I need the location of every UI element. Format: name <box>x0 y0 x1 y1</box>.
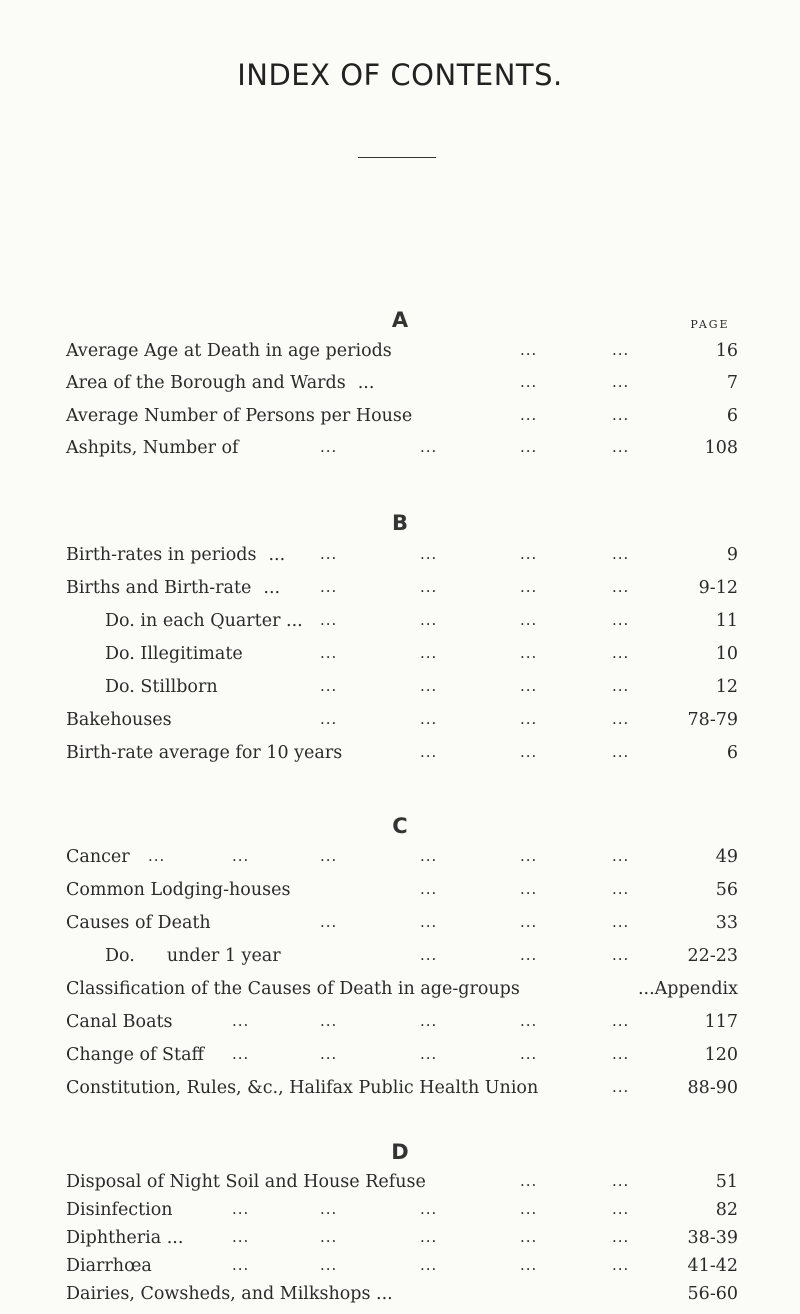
entry-label: Causes of Death <box>66 913 211 933</box>
leader-dots: ... <box>612 1172 630 1190</box>
entry-label: Constitution, Rules, &c., Halifax Public Health Union <box>66 1078 539 1098</box>
index-entry <box>0 913 800 943</box>
leader-dots: ... <box>612 1078 630 1096</box>
leader-dots: ... <box>612 743 630 761</box>
leader-dots: ... <box>520 1228 538 1246</box>
leader-dots: ... <box>357 373 375 393</box>
entry-label: Bakehouses <box>66 710 172 730</box>
index-entry <box>0 847 800 877</box>
leader-dots: ... <box>320 677 338 695</box>
entry-page: 38-39 <box>687 1228 738 1248</box>
index-entry <box>0 677 800 707</box>
leader-dots: ... <box>320 545 338 563</box>
index-entry <box>0 373 800 403</box>
index-entry <box>0 979 800 1009</box>
leader-dots: ... <box>320 438 338 456</box>
entry-label: Average Number of Persons per House <box>66 406 413 426</box>
leader-dots: ... <box>420 611 438 629</box>
entry-page: 9 <box>726 545 738 565</box>
leader-dots: ... <box>612 438 630 456</box>
leader-dots: ... <box>520 710 538 728</box>
entry-page: 9-12 <box>698 578 738 598</box>
entry-label: Do. Illegitimate <box>105 644 243 664</box>
leader-dots: ... <box>320 1228 338 1246</box>
entry-page: 22-23 <box>687 946 738 966</box>
leader-dots: ... <box>420 677 438 695</box>
leader-dots: ... <box>520 743 538 761</box>
leader-dots: ... <box>612 946 630 964</box>
leader-dots: ... <box>232 847 250 865</box>
leader-dots: ... <box>612 880 630 898</box>
entry-label: Canal Boats <box>66 1012 173 1032</box>
index-entry <box>0 545 800 575</box>
entry-page: 49 <box>715 847 738 867</box>
leader-dots: ... <box>420 913 438 931</box>
leader-dots: ... <box>420 1256 438 1274</box>
entry-label: Disinfection <box>66 1200 173 1220</box>
entry-page: 6 <box>726 743 738 763</box>
index-entry <box>0 710 800 740</box>
index-entry <box>0 1256 800 1286</box>
entry-label: Dairies, Cowsheds, and Milkshops ... <box>66 1284 393 1304</box>
leader-dots: ... <box>232 1200 250 1218</box>
leader-dots: ... <box>612 1012 630 1030</box>
entry-label: Do. Stillborn <box>105 677 218 697</box>
entry-label: Change of Staff <box>66 1045 204 1065</box>
leader-dots: ... <box>612 341 630 359</box>
page-column-header: PAGE <box>690 318 730 331</box>
entry-label: Birth-rates in periods ... <box>66 545 286 565</box>
leader-dots: ... <box>420 438 438 456</box>
title-divider <box>358 157 436 158</box>
leader-dots: ... <box>320 710 338 728</box>
entry-label: Average Age at Death in age periods <box>66 341 392 361</box>
leader-dots: ... <box>320 1045 338 1063</box>
leader-dots: ... <box>612 373 630 391</box>
leader-dots: ... <box>263 578 281 598</box>
leader-dots: ... <box>520 545 538 563</box>
leader-dots: ... <box>232 1228 250 1246</box>
leader-dots: ... <box>320 1012 338 1030</box>
entry-label: Ashpits, Number of <box>66 438 239 458</box>
index-entry <box>0 1200 800 1230</box>
entry-page: 6 <box>726 406 738 426</box>
entry-label: Common Lodging-houses <box>66 880 291 900</box>
index-entry-hidden <box>0 1284 800 1314</box>
leader-dots: ... <box>320 847 338 865</box>
index-entry <box>0 406 800 436</box>
entry-page: 7 <box>726 373 738 393</box>
leader-dots: ... <box>612 406 630 424</box>
leader-dots: ... <box>420 1200 438 1218</box>
leader-dots: ... <box>520 341 538 359</box>
entry-label: Do. under 1 year <box>105 946 281 966</box>
leader-dots: ... <box>420 578 438 596</box>
leader-dots: ... <box>520 1200 538 1218</box>
leader-dots: ... <box>320 644 338 662</box>
index-entry <box>0 438 800 468</box>
entry-page: 88-90 <box>687 1078 738 1098</box>
entry-page: 117 <box>704 1012 738 1032</box>
leader-dots: ... <box>520 578 538 596</box>
leader-dots: ... <box>420 644 438 662</box>
section-letter-b: B <box>391 511 408 535</box>
index-entry <box>0 578 800 608</box>
leader-dots: ... <box>232 1012 250 1030</box>
leader-dots: ... <box>520 847 538 865</box>
index-entry <box>0 341 800 371</box>
entry-page: 120 <box>704 1045 738 1065</box>
entry-label: Births and Birth-rate ... <box>66 578 281 598</box>
leader-dots: ... <box>520 1172 538 1190</box>
entry-page: 56 <box>715 880 738 900</box>
leader-dots: ... <box>420 847 438 865</box>
leader-dots: ... <box>420 743 438 761</box>
leader-dots: ... <box>420 1045 438 1063</box>
leader-dots: ... <box>612 611 630 629</box>
leader-dots: ... <box>420 880 438 898</box>
entry-label: Classification of the Causes of Death in age-groups <box>66 979 520 999</box>
index-entry <box>0 1228 800 1258</box>
leader-dots: ... <box>420 1228 438 1246</box>
entry-label: Do. in each Quarter ... <box>105 611 303 631</box>
leader-dots: ... <box>320 1256 338 1274</box>
leader-dots: ... <box>612 1256 630 1274</box>
leader-dots: ... <box>612 913 630 931</box>
index-entry <box>0 880 800 910</box>
leader-dots: ... <box>520 438 538 456</box>
entry-page: 82 <box>715 1200 738 1220</box>
entry-page: 78-79 <box>687 710 738 730</box>
leader-dots: ... <box>520 1045 538 1063</box>
leader-dots: ... <box>268 545 286 565</box>
index-entry <box>0 743 800 773</box>
leader-dots: ... <box>148 847 166 865</box>
leader-dots: ... <box>320 913 338 931</box>
leader-dots: ... <box>520 880 538 898</box>
leader-dots: ... <box>612 1200 630 1218</box>
index-entry <box>0 946 800 976</box>
entry-page: 11 <box>715 611 738 631</box>
index-entry <box>0 1172 800 1202</box>
leader-dots: ... <box>420 710 438 728</box>
leader-dots: ... <box>612 578 630 596</box>
leader-dots: ... <box>612 677 630 695</box>
leader-dots: ... <box>520 677 538 695</box>
entry-page: 56-60 <box>687 1284 738 1304</box>
entry-label: Disposal of Night Soil and House Refuse <box>66 1172 426 1192</box>
index-entry <box>0 1045 800 1075</box>
entry-page: 12 <box>715 677 738 697</box>
entry-page: 108 <box>704 438 738 458</box>
leader-dots: ... <box>612 710 630 728</box>
leader-dots: ... <box>232 1045 250 1063</box>
index-entry <box>0 1078 800 1108</box>
leader-dots: ... <box>420 1012 438 1030</box>
entry-label: Birth-rate average for 10 years <box>66 743 343 763</box>
leader-dots: ... <box>520 611 538 629</box>
entry-label: Area of the Borough and Wards ... <box>66 373 375 393</box>
section-letter-c: C <box>392 814 408 838</box>
leader-dots: ... <box>420 545 438 563</box>
leader-dots: ... <box>520 1256 538 1274</box>
entry-page: 51 <box>715 1172 738 1192</box>
entry-label: Diarrhœa <box>66 1256 152 1276</box>
entry-page: 33 <box>715 913 738 933</box>
entry-page: 16 <box>715 341 738 361</box>
entry-page: 10 <box>715 644 738 664</box>
section-letter-a: A <box>391 308 409 332</box>
leader-dots: ... <box>320 1200 338 1218</box>
leader-dots: ... <box>520 373 538 391</box>
leader-dots: ... <box>320 611 338 629</box>
leader-dots: ... <box>612 644 630 662</box>
leader-dots: ... <box>520 1012 538 1030</box>
index-entry <box>0 1012 800 1042</box>
entry-page: ...Appendix <box>637 979 738 999</box>
leader-dots: ... <box>612 1228 630 1246</box>
leader-dots: ... <box>420 946 438 964</box>
section-letter-d: D <box>391 1140 409 1164</box>
leader-dots: ... <box>232 1256 250 1274</box>
index-entry <box>0 611 800 641</box>
leader-dots: ... <box>612 847 630 865</box>
leader-dots: ... <box>520 913 538 931</box>
leader-dots: ... <box>520 406 538 424</box>
leader-dots: ... <box>320 578 338 596</box>
leader-dots: ... <box>612 1045 630 1063</box>
entry-label: Cancer <box>66 847 130 867</box>
entry-page: 41-42 <box>687 1256 738 1276</box>
entry-label: Diphtheria ... <box>66 1228 184 1248</box>
index-entry <box>0 644 800 674</box>
leader-dots: ... <box>520 946 538 964</box>
leader-dots: ... <box>612 545 630 563</box>
leader-dots: ... <box>520 644 538 662</box>
page-title: INDEX OF CONTENTS. <box>237 58 563 92</box>
